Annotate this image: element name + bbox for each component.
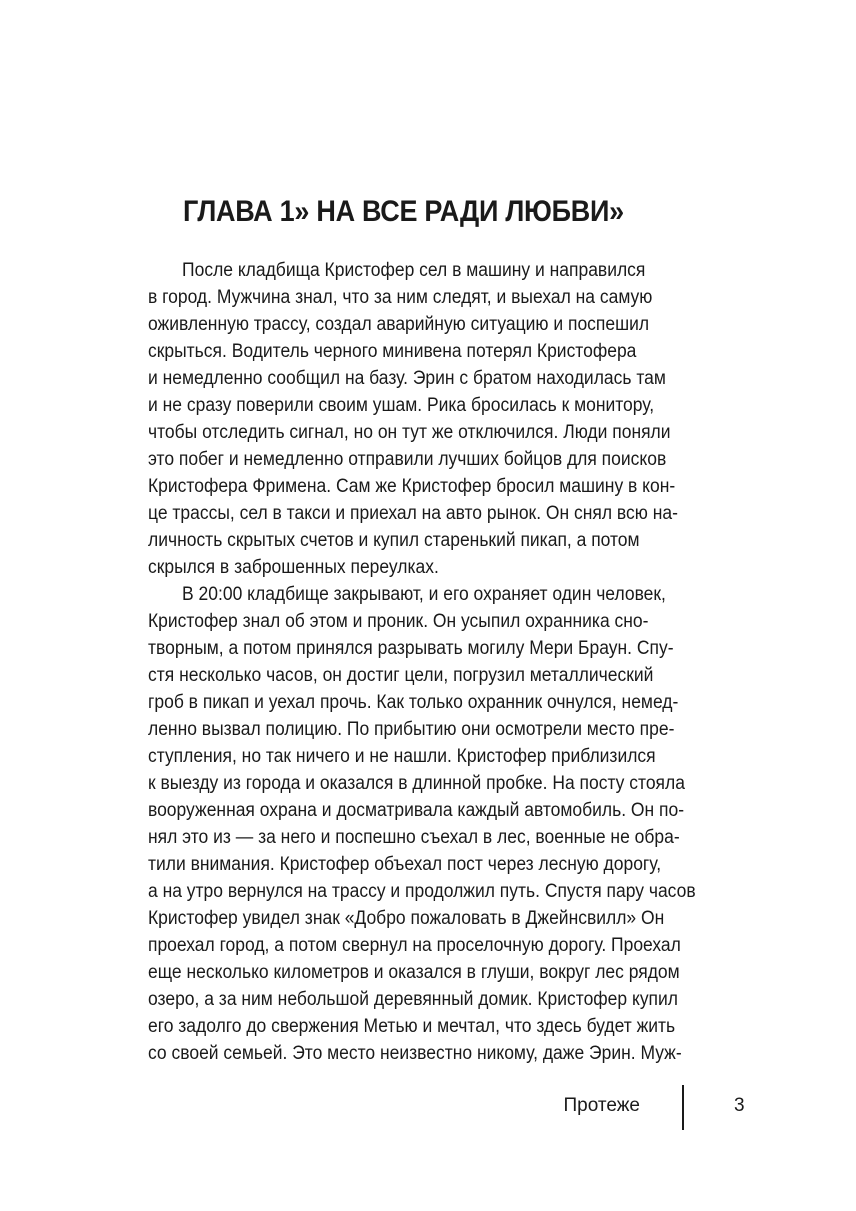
- paragraph-1-line-10: це трассы, сел в такси и приехал на авто рынок. Он снял всю на-: [148, 503, 678, 524]
- paragraph-2-line-18: со своей семьей. Это место неизвестно никому, даже Эрин. Муж-: [148, 1043, 682, 1064]
- paragraph-2-line-1: В 20:00 кладбище закрывают, и его охраняет один человек,: [182, 584, 666, 605]
- paragraph-2-line-6: ленно вызвал полицию. По прибытию они осмотрели место пре-: [148, 719, 675, 740]
- paragraph-2-line-2: Кристофер знал об этом и проник. Он усыпил охранника сно-: [148, 611, 649, 632]
- paragraph-1-line-7: чтобы отследить сигнал, но он тут же отключился. Люди поняли: [148, 422, 671, 443]
- paragraph-2-line-16: озеро, а за ним небольшой деревянный домик. Кристофер купил: [148, 989, 678, 1010]
- paragraph-2-line-4: стя несколько часов, он достиг цели, погрузил металлический: [148, 665, 654, 686]
- paragraph-2-line-14: проехал город, а потом свернул на проселочную дорогу. Проехал: [148, 935, 681, 956]
- paragraph-1-line-1: После кладбища Кристофер сел в машину и направился: [182, 260, 646, 281]
- paragraph-1-line-6: и не сразу поверили своим ушам. Рика бросилась к монитору,: [148, 395, 655, 416]
- paragraph-1-line-5: и немедленно сообщил на базу. Эрин с братом находилась там: [148, 368, 666, 389]
- paragraph-1-line-8: это побег и немедленно отправили лучших бойцов для поисков: [148, 449, 667, 470]
- paragraph-1-line-9: Кристофера Фримена. Сам же Кристофер бросил машину в кон-: [148, 476, 676, 497]
- body-text: [148, 257, 726, 1067]
- footer-divider: [682, 1085, 684, 1130]
- paragraph-2-line-7: ступления, но так ничего и не нашли. Кристофер приблизился: [148, 746, 656, 767]
- chapter-title: ГЛАВА 1» НА ВСЕ РАДИ ЛЮБВИ»: [183, 195, 624, 228]
- paragraph-2-line-17: его задолго до свержения Метью и мечтал, что здесь будет жить: [148, 1016, 676, 1037]
- paragraph-2-line-8: к выезду из города и оказался в длинной пробке. На посту стояла: [148, 773, 685, 794]
- paragraph-2-line-11: тили внимания. Кристофер объехал пост через лесную дорогу,: [148, 854, 662, 875]
- paragraph-1-line-3: оживленную трассу, создал аварийную ситуацию и поспешил: [148, 314, 650, 335]
- paragraph-1-line-4: скрыться. Водитель черного минивена потерял Кристофера: [148, 341, 637, 362]
- paragraph-2-line-12: а на утро вернулся на трассу и продолжил путь. Спустя пару часов: [148, 881, 696, 902]
- running-footer-book-title: Протеже: [563, 1095, 640, 1116]
- paragraph-2-line-5: гроб в пикап и уехал прочь. Как только охранник очнулся, немед-: [148, 692, 679, 713]
- paragraph-2-line-9: вооруженная охрана и досматривала каждый автомобиль. Он по-: [148, 800, 685, 821]
- page-number: 3: [734, 1095, 745, 1116]
- paragraph-1-line-2: в город. Мужчина знал, что за ним следят, и выехал на самую: [148, 287, 653, 308]
- paragraph-1-line-12: скрылся в заброшенных переулках.: [148, 557, 439, 578]
- paragraph-2-line-13: Кристофер увидел знак «Добро пожаловать в Джейнсвилл» Он: [148, 908, 665, 929]
- paragraph-2-line-15: еще несколько километров и оказался в глуши, вокруг лес рядом: [148, 962, 680, 983]
- paragraph-2-line-10: нял это из — за него и поспешно съехал в лес, военные не обра-: [148, 827, 680, 848]
- paragraph-2-line-3: творным, а потом принялся разрывать могилу Мери Браун. Спу-: [148, 638, 674, 659]
- paragraph-1-line-11: личность скрытых счетов и купил старенький пикап, а потом: [148, 530, 640, 551]
